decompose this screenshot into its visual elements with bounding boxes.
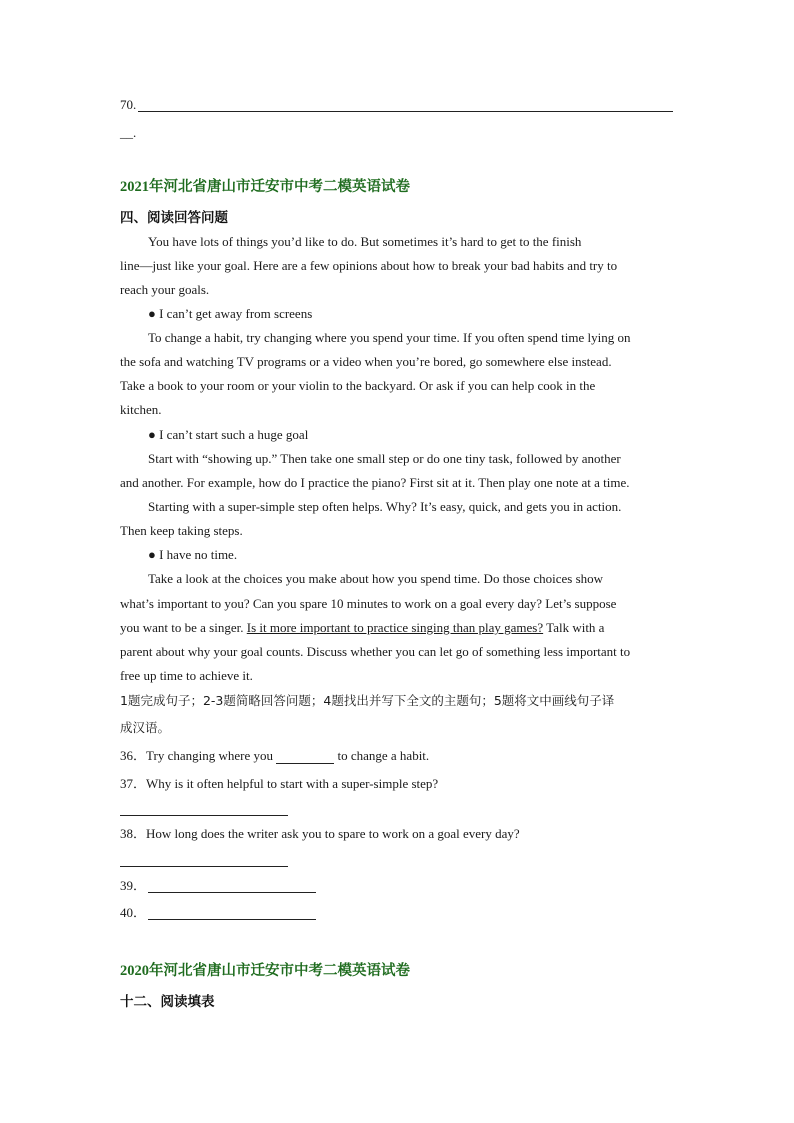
passage-text: Talk with a: [546, 620, 605, 635]
question-36-blank[interactable]: [276, 751, 334, 764]
passage-line-underlined: [120, 620, 604, 636]
passage-line: You have lots of things you’d like to do. But sometimes it’s hard to get to the finish: [148, 234, 582, 249]
question-38-answer-line[interactable]: [120, 866, 288, 867]
instructions: 1题完成句子；2-3题简略回答问题；4题找出并写下全文的主题句；5题将文中画线句子译: [120, 693, 615, 708]
passage-bullet: ● I have no time.: [148, 547, 238, 562]
question-39: 39．: [120, 878, 147, 893]
section-subtitle-table: 十二、阅读填表: [120, 994, 215, 1009]
question-70-tail: __.: [120, 125, 137, 140]
passage-line: the sofa and watching TV programs or a video when you’re bored, go somewhere else instead.: [120, 354, 612, 369]
passage-line: and another. For example, how do I practice the piano? First sit at it. Then play one note at a time.: [120, 475, 630, 490]
passage-line: free up time to achieve it.: [120, 668, 253, 683]
passage-bullet: ● I can’t get away from screens: [148, 306, 313, 321]
passage-line: Take a look at the choices you make about how you spend time. Do those choices show: [148, 571, 604, 586]
question-38: 38．How long does the writer ask you to spare to work on a goal every day?: [120, 826, 520, 841]
underlined-sentence: Is it more important to practice singing than play games?: [246, 620, 544, 635]
passage-line: kitchen.: [120, 402, 162, 417]
passage-line: Start with “showing up.” Then take one small step or do one tiny task, followed by another: [148, 451, 621, 466]
question-70-answer-line: [138, 111, 673, 112]
passage-line: Starting with a super-simple step often helps. Why? It’s easy, quick, and gets you in action.: [148, 499, 622, 514]
question-70-label: 70.: [120, 97, 137, 112]
passage-line: Then keep taking steps.: [120, 523, 243, 538]
passage-bullet: ● I can’t start such a huge goal: [148, 427, 309, 442]
question-36-text: 36．Try changing where you: [120, 748, 273, 763]
passage-line: To change a habit, try changing where you spend your time. If you often spend time lying on: [148, 330, 631, 345]
section-title-2021: 2021年河北省唐山市迁安市中考二模英语试卷: [120, 179, 410, 195]
question-39-answer-line[interactable]: [148, 892, 316, 893]
passage-line: parent about why your goal counts. Discuss whether you can let go of something less important to: [120, 644, 631, 659]
passage-line: line—just like your goal. Here are a few opinions about how to break your bad habits and try to: [120, 258, 618, 273]
question-37-answer-line[interactable]: [120, 815, 288, 816]
passage-line: what’s important to you? Can you spare 10 minutes to work on a goal every day? Let’s suppose: [120, 596, 617, 611]
section-subtitle-reading: 四、阅读回答问题: [120, 210, 228, 225]
passage-line: reach your goals.: [120, 282, 210, 297]
passage-text: you want to be a singer.: [120, 620, 244, 635]
instructions: 成汉语。: [120, 720, 171, 735]
passage-line: Take a book to your room or your violin to the backyard. Or ask if you can help cook in the: [120, 378, 596, 393]
question-36-text: to change a habit.: [337, 748, 430, 763]
question-40: 40．: [120, 905, 147, 920]
question-36: [120, 748, 429, 764]
question-40-answer-line[interactable]: [148, 919, 316, 920]
question-37: 37．Why is it often helpful to start with a super-simple step?: [120, 776, 439, 791]
section-title-2020: 2020年河北省唐山市迁安市中考二模英语试卷: [120, 963, 410, 979]
